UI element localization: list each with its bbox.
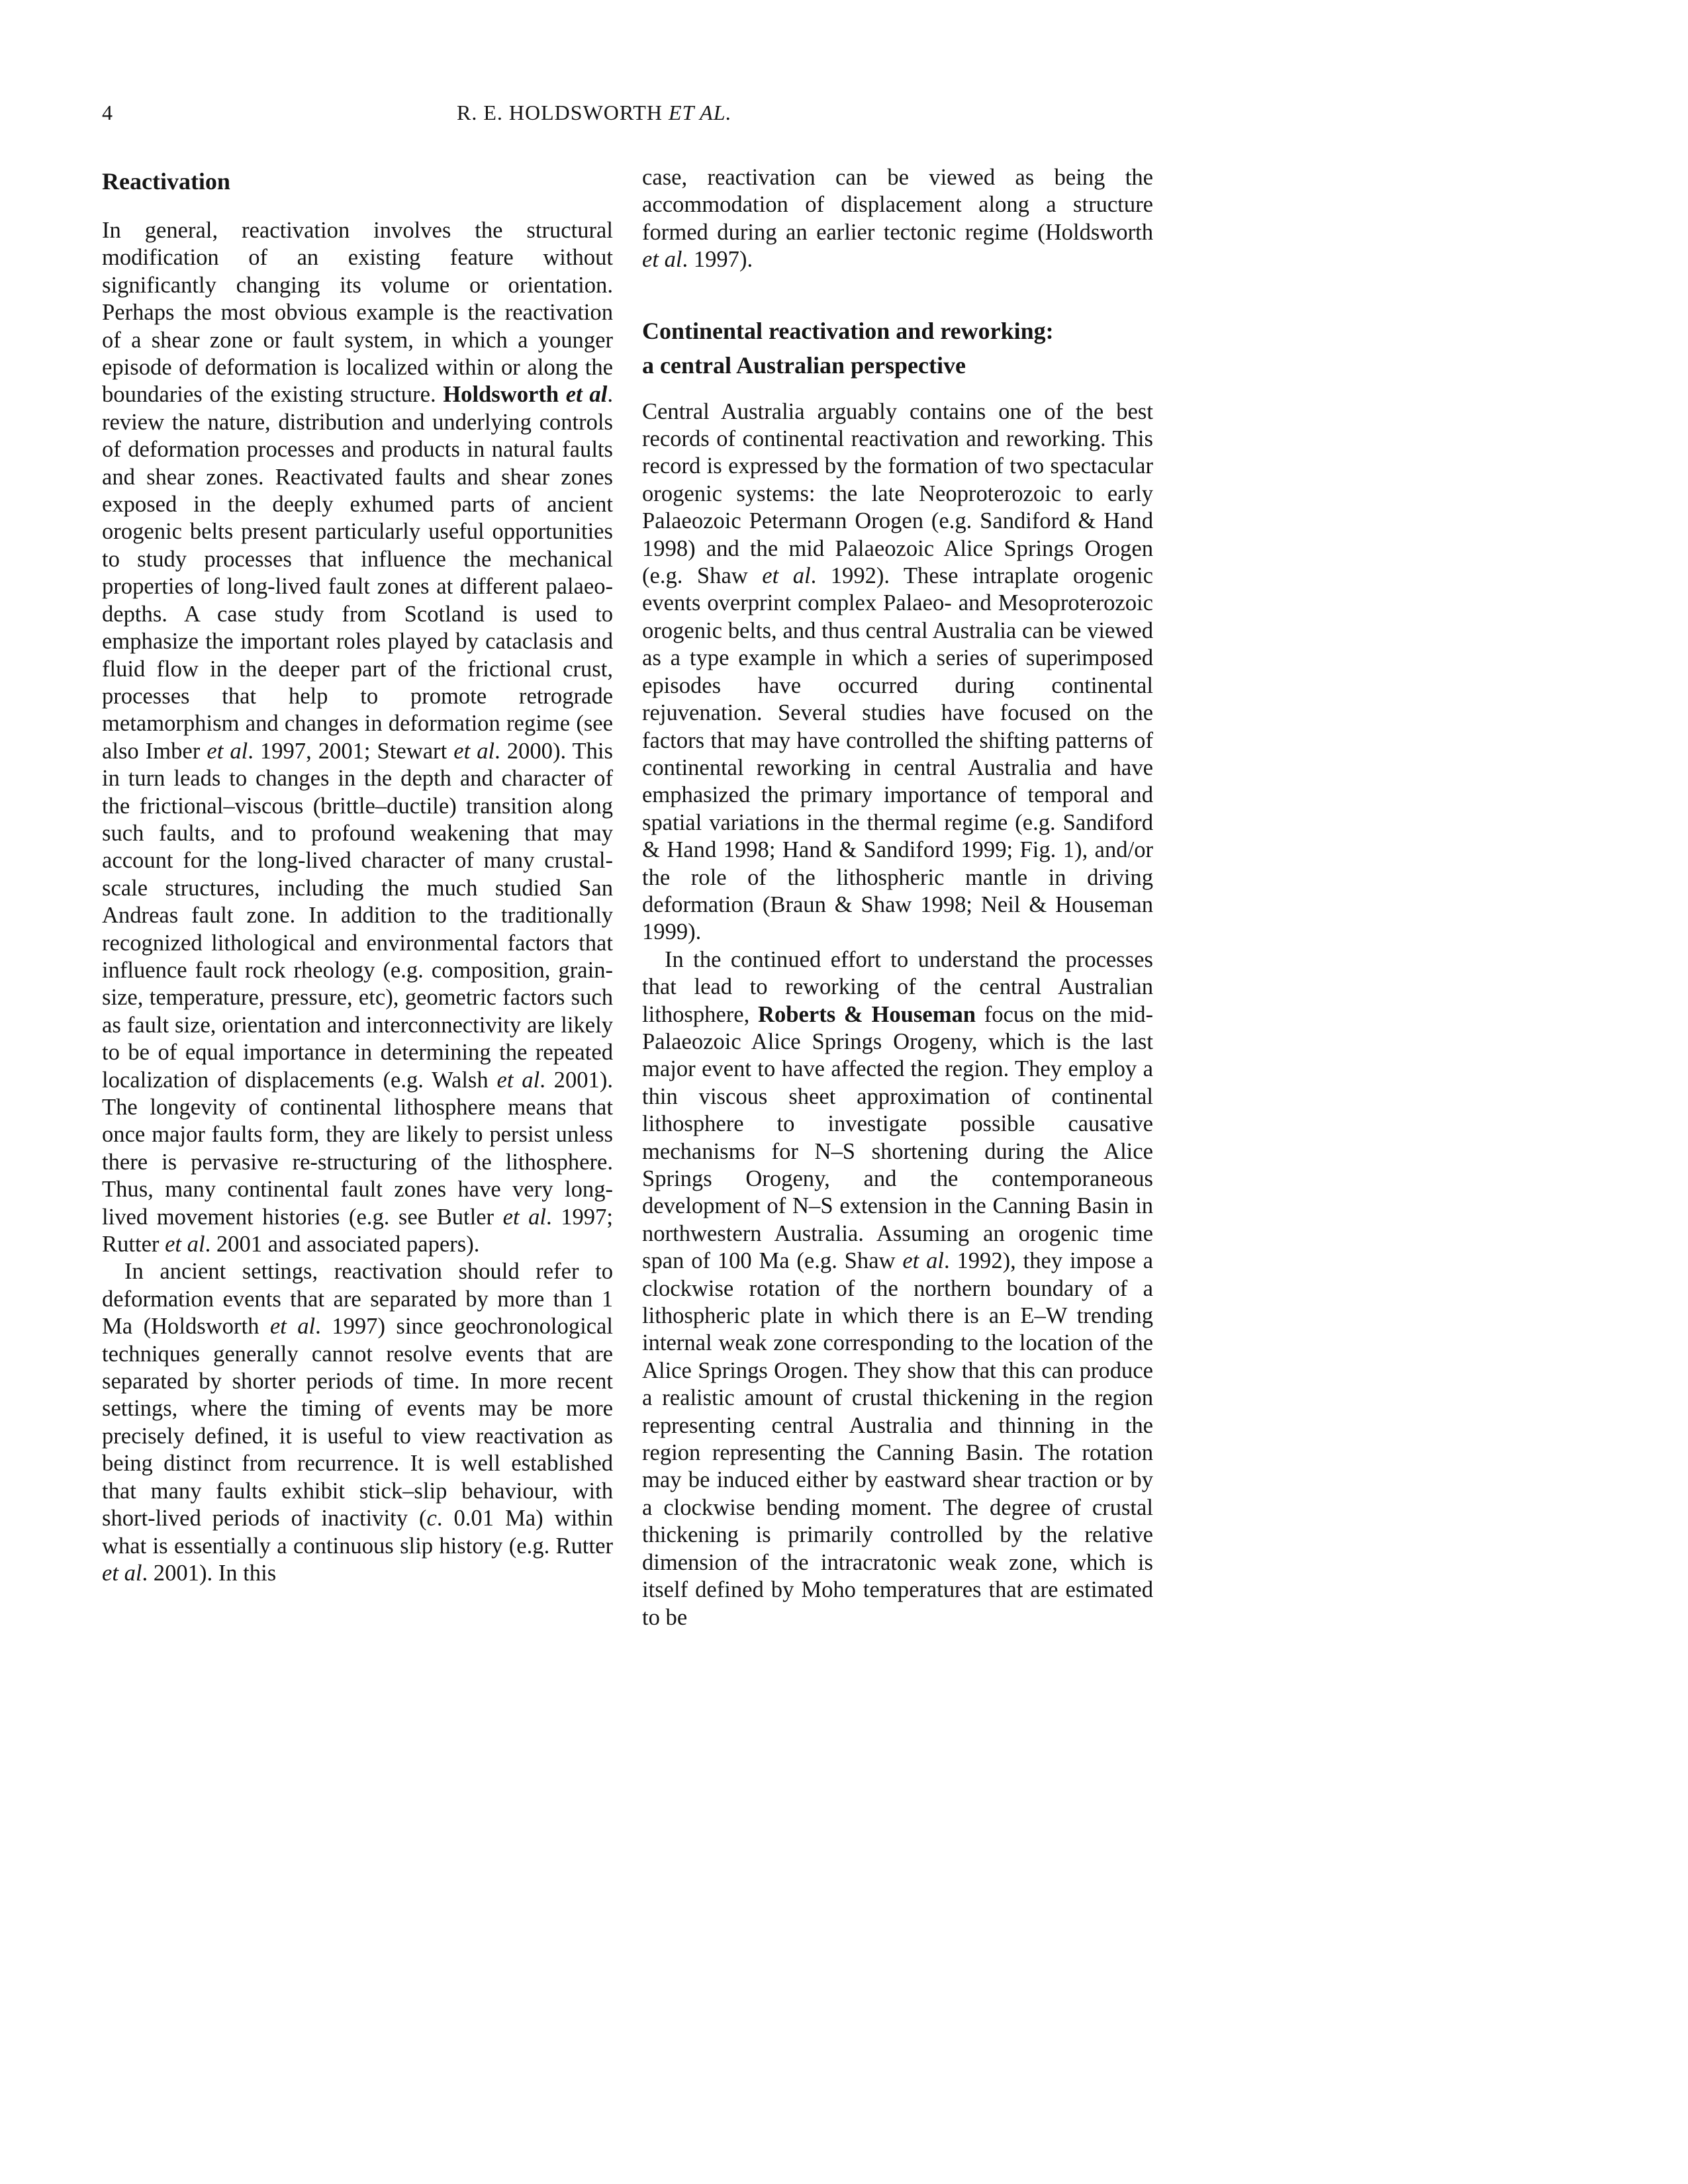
paragraph: In general, reactivation involves the structural modification of an existing feature without significantly changing its volume or orientation. Perhaps the most obvious example is the reactivation of a shear zone or fault system, in which a younger episode of deformation is localized within or along the boundaries of the existing structure. Holdsworth et al. review the nature, distribution and underlying controls of deformation processes and products in natural faults and shear zones. Reactivated faults and shear zones exposed in the deeply exhumed parts of ancient orogenic belts present particularly useful opportunities to study processes that influence the mechanical properties of long-lived fault zones at different palaeo-depths. A case study from Scotland is used to emphasize the important roles played by cataclasis and fluid flow in the deeper part of the frictional crust, processes that help to promote retrograde metamorphism and changes in deformation regime (see also Imber et al. 1997, 2001; Stewart et al. 2000). This in turn leads to changes in the depth and character of the frictional–viscous (brittle–ductile) transition along such faults, and to profound weakening that may account for the long-lived character of many crustal-scale structures, including the much studied San Andreas fault zone. In addition to the traditionally recognized lithological and environmental factors that influence fault rock rheology (e.g. composition, grain-size, temperature, pressure, etc), geometric factors such as fault size, orientation and interconnectivity are likely to be of equal importance in determining the repeated localization of displacements (e.g. Walsh et al. 2001). The longevity of continental lithosphere means that once major faults form, they are likely to persist unless there is pervasive re-structuring of the lithosphere. Thus, many continental fault zones have very long-lived movement histories (e.g. see Butler et al. 1997; Rutter et al. 2001 and associated papers). bbox=[102, 218, 613, 1257]
paragraph: In the continued effort to understand the processes that lead to reworking of the central Australian lithosphere, Roberts & Houseman focus on the mid-Palaeozoic Alice Springs Orogeny, which is the last major event to have affected the region. They employ a thin viscous sheet approximation of continental lithosphere to investigate possible causative mechanisms for N–S shortening during the Alice Springs Orogeny, and the contemporaneous development of N–S extension in the Canning Basin in northwestern Australia. Assuming an orogenic time span of 100 Ma (e.g. Shaw et al. 1992), they impose a clockwise rotation of the northern boundary of a lithospheric plate in which there is an E–W trending internal weak zone corresponding to the location of the Alice Springs Orogen. They show that this can produce a realistic amount of crustal thickening in the region representing central Australia and thinning in the region representing the Canning Basin. The rotation may be induced either by eastward shear traction or by a clockwise bending moment. The degree of crustal thickening is primarily controlled by the relative dimension of the intracratonic weak zone, which is itself defined by Moho temperatures that are estimated to be bbox=[642, 946, 1153, 1630]
running-title-etal: ET AL. bbox=[668, 101, 732, 124]
paragraph: Central Australia arguably contains one of the best records of continental reactivation and reworking. This record is expressed by the formation of two spectacular orogenic systems: the late Neoproterozoic to early Palaeozoic Petermann Orogen (e.g. Sandiford & Hand 1998) and the mid Palaeozoic Alice Springs Orogen (e.g. Shaw et al. 1992). These intraplate orogenic events overprint complex Palaeo- and Mesoproterozoic orogenic belts, and thus central Australia can be viewed as a type example in which a series of superimposed episodes have occurred during continental rejuvenation. Several studies have focused on the factors that may have controlled the shifting patterns of continental reworking in central Australia and have emphasized the primary importance of temporal and spatial variations in the thermal regime (e.g. Sandiford & Hand 1998; Hand & Sandiford 1999; Fig. 1), and/or the role of the lithospheric mantle in driving deformation (Braun & Shaw 1998; Neil & Houseman 1999). bbox=[642, 398, 1153, 945]
author-reference: Holdsworth et al bbox=[443, 382, 608, 408]
paragraph: In ancient settings, reactivation should refer to deformation events that are separated by more than 1 Ma (Holdsworth et al. 1997) since geochronological techniques generally cannot resolve events that are separated by shorter periods of time. In more recent settings, where the timing of events may be more precisely defined, it is useful to view reactivation as being distinct from recurrence. It is well established that many faults exhibit stick–slip behaviour, with short-lived periods of inactivity (c. 0.01 Ma) within what is essentially a continuous slip history (e.g. Rutter et al. 2001). In this bbox=[102, 1259, 613, 1586]
section-heading-reactivation: Reactivation bbox=[102, 168, 230, 195]
page-number: 4 bbox=[102, 101, 113, 124]
paragraph: case, reactivation can be viewed as being the accommodation of displacement along a structure formed during an earlier tectonic regime (Holdsworth et al. 1997). bbox=[642, 165, 1153, 273]
left-column bbox=[102, 164, 613, 1587]
running-head bbox=[102, 101, 1161, 134]
running-title: R. E. HOLDSWORTH ET AL. bbox=[457, 101, 732, 124]
section-heading-continental-reactivation: Continental reactivation and reworking: a central Australian perspective bbox=[642, 317, 1054, 379]
author-reference: Roberts & Houseman bbox=[758, 1001, 976, 1027]
right-column bbox=[642, 164, 1153, 1631]
